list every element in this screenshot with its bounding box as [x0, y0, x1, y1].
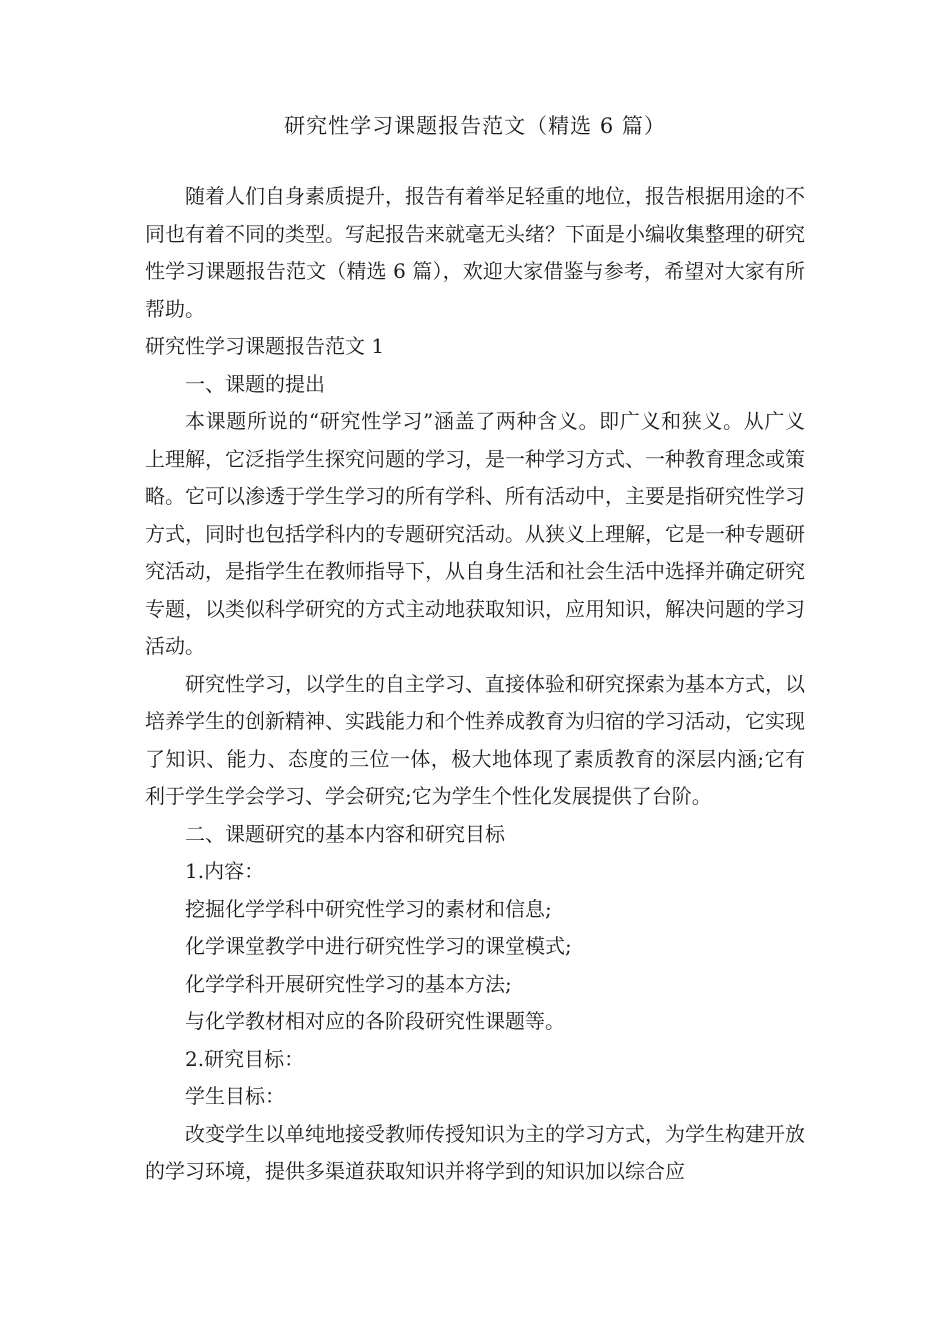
part1-paragraph-1: 本课题所说的“研究性学习”涵盖了两种含义。即广义和狭义。从广义上理解，它泛指学生探究问题的学习，是一种学习方式、一种教育理念或策略。它可以渗透于学生学习的所有学科、所有活动中，主要是指研究性学习方式，同时也包括学科内的专题研究活动。从狭义上理解，它是一种专题研究活动，是指学生在教师指导下，从自身生活和社会生活中选择并确定研究专题，以类似科学研究的方式主动地获取知识，应用知识，解决问题的学习活动。: [145, 409, 805, 658]
part2-heading: 二、课题研究的基本内容和研究目标: [185, 821, 505, 846]
part1-heading: 一、课题的提出: [185, 371, 325, 396]
section-heading: 研究性学习课题报告范文 1: [145, 334, 385, 358]
content-item: 化学学科开展研究性学习的基本方法;: [185, 971, 512, 996]
content-item: 与化学教材相对应的各阶段研究性课题等。: [185, 1009, 565, 1033]
student-goal-label: 学生目标：: [185, 1084, 285, 1108]
document-title: 研究性学习课题报告范文（精选 6 篇）: [284, 114, 666, 138]
content-label: 1.内容：: [185, 859, 265, 883]
intro-paragraph: 随着人们自身素质提升，报告有着举足轻重的地位，报告根据用途的不同也有着不同的类型。写起报告来就毫无头绪？下面是小编收集整理的研究性学习课题报告范文（精选 6 篇），欢迎大家借鉴与参考，希望对大家有所帮助。: [145, 184, 805, 321]
part1-paragraph-2: 研究性学习，以学生的自主学习、直接体验和研究探索为基本方式，以培养学生的创新精神、实践能力和个性养成教育为归宿的学习活动，它实现了知识、能力、态度的三位一体，极大地体现了素质教育的深层内涵;它有利于学生学会学习、学会研究;它为学生个性化发展提供了台阶。: [145, 671, 805, 808]
goal-label: 2.研究目标：: [185, 1046, 305, 1071]
content-item: 化学课堂教学中进行研究性学习的课堂模式;: [185, 934, 572, 958]
content-item: 挖掘化学学科中研究性学习的素材和信息;: [185, 896, 552, 921]
student-goal-paragraph: 改变学生以单纯地接受教师传授知识为主的学习方式，为学生构建开放的学习环境，提供多渠道获取知识并将学到的知识加以综合应: [145, 1121, 805, 1183]
